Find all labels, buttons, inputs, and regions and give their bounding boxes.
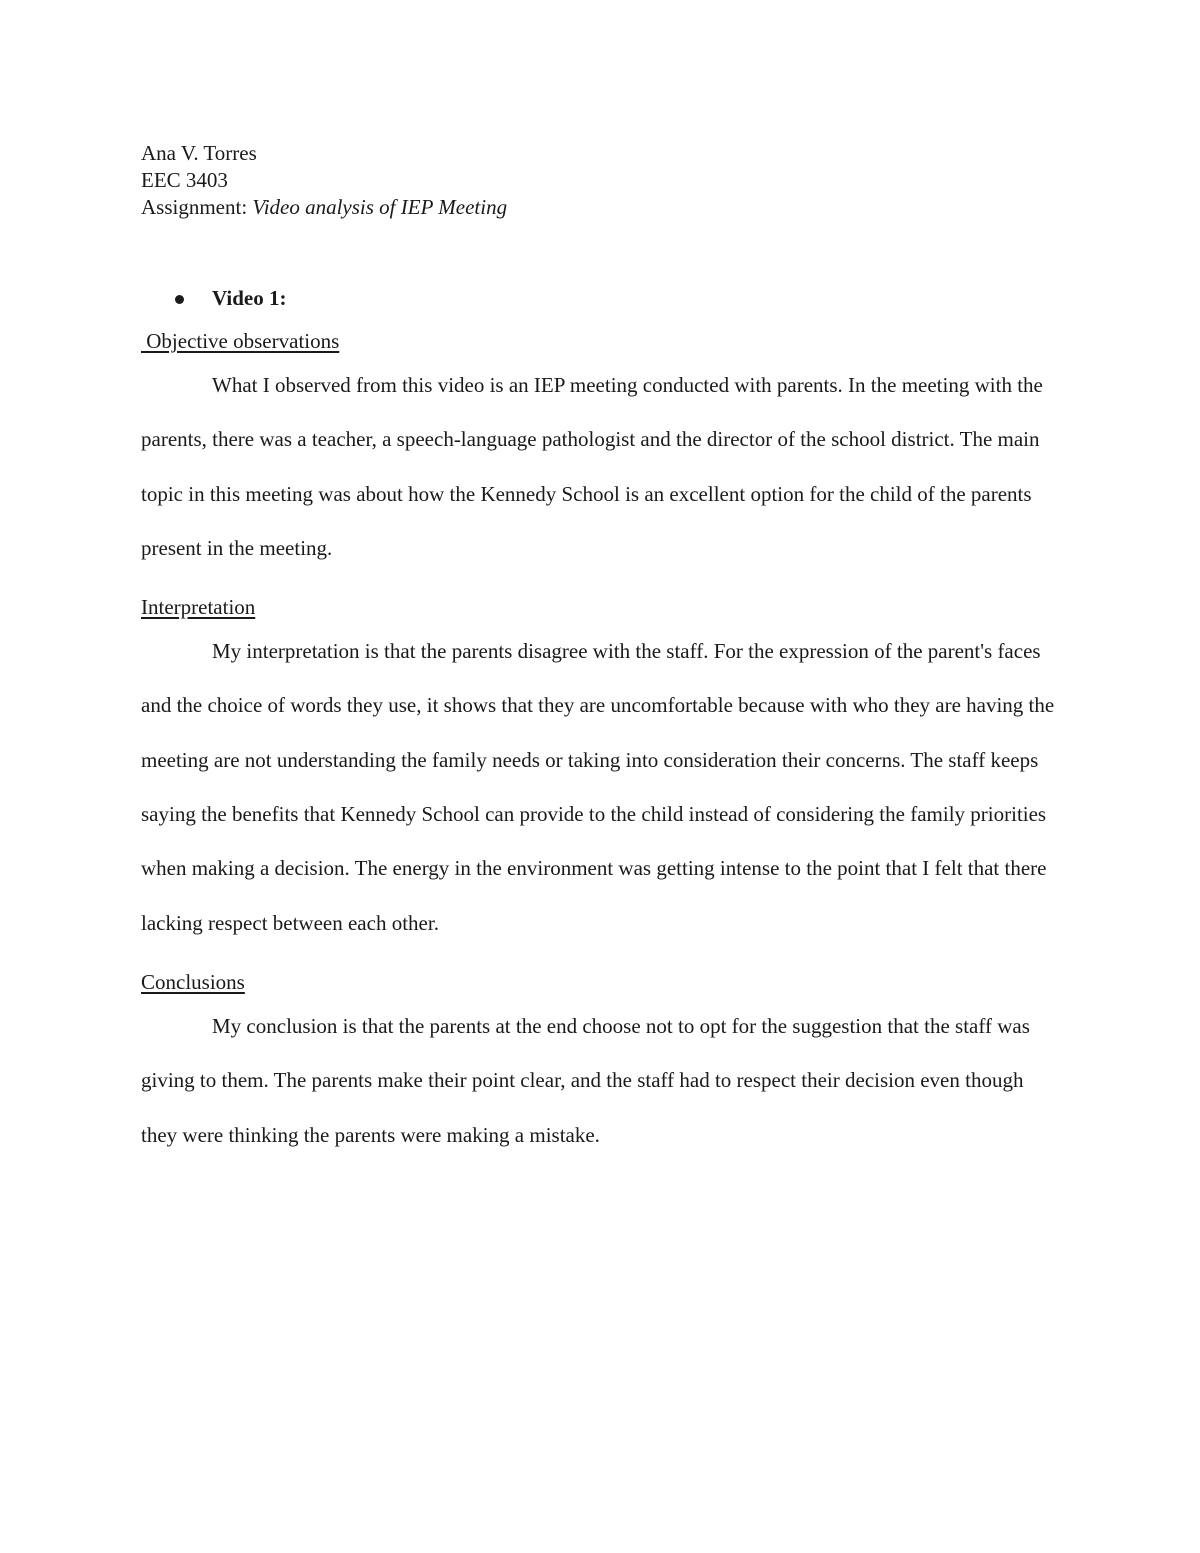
course-code: EEC 3403 [141,168,228,192]
video-bullet [141,283,1061,313]
assignment-line [141,194,1061,221]
bullet-dot-icon [175,295,184,304]
conclusions-heading: Conclusions [141,969,245,994]
objective-paragraph: What I observed from this video is an IEP meeting conducted with parents. In the meeting with the parents, there was a teacher, a speech-language pathologist and the director of the school district. The main topic in this meeting was about how the Kennedy School is an excellent option for the child of the parents present in the meeting. [141,373,1043,560]
objective-heading: Objective observations [141,329,340,353]
assignment-title: Video analysis of IEP Meeting [252,195,508,219]
document-page [141,140,1061,1162]
interpretation-paragraph: My interpretation is that the parents disagree with the staff. For the expression of the parent's faces and the choice of words they use, it shows that they are uncomfortable because with who they are having the meeting are not understanding the family needs or taking into consideration their concerns. The staff keeps saying the benefits that Kennedy School can provide to the child instead of considering the family priorities when making a decision. The energy in the environment was getting intense to the point that I felt that there lacking respect between each other. [141,639,1055,935]
assignment-label: Assignment: [141,195,253,219]
author-name: Ana V. Torres [141,141,257,165]
video-label: Video 1: [212,286,287,310]
interpretation-heading: Interpretation [141,595,256,620]
conclusions-paragraph: My conclusion is that the parents at the end choose not to opt for the suggestion that the staff was giving to them. The parents make their point clear, and the staff had to respect their decision even though they were thinking the parents were making a mistake. [141,1013,1030,1147]
